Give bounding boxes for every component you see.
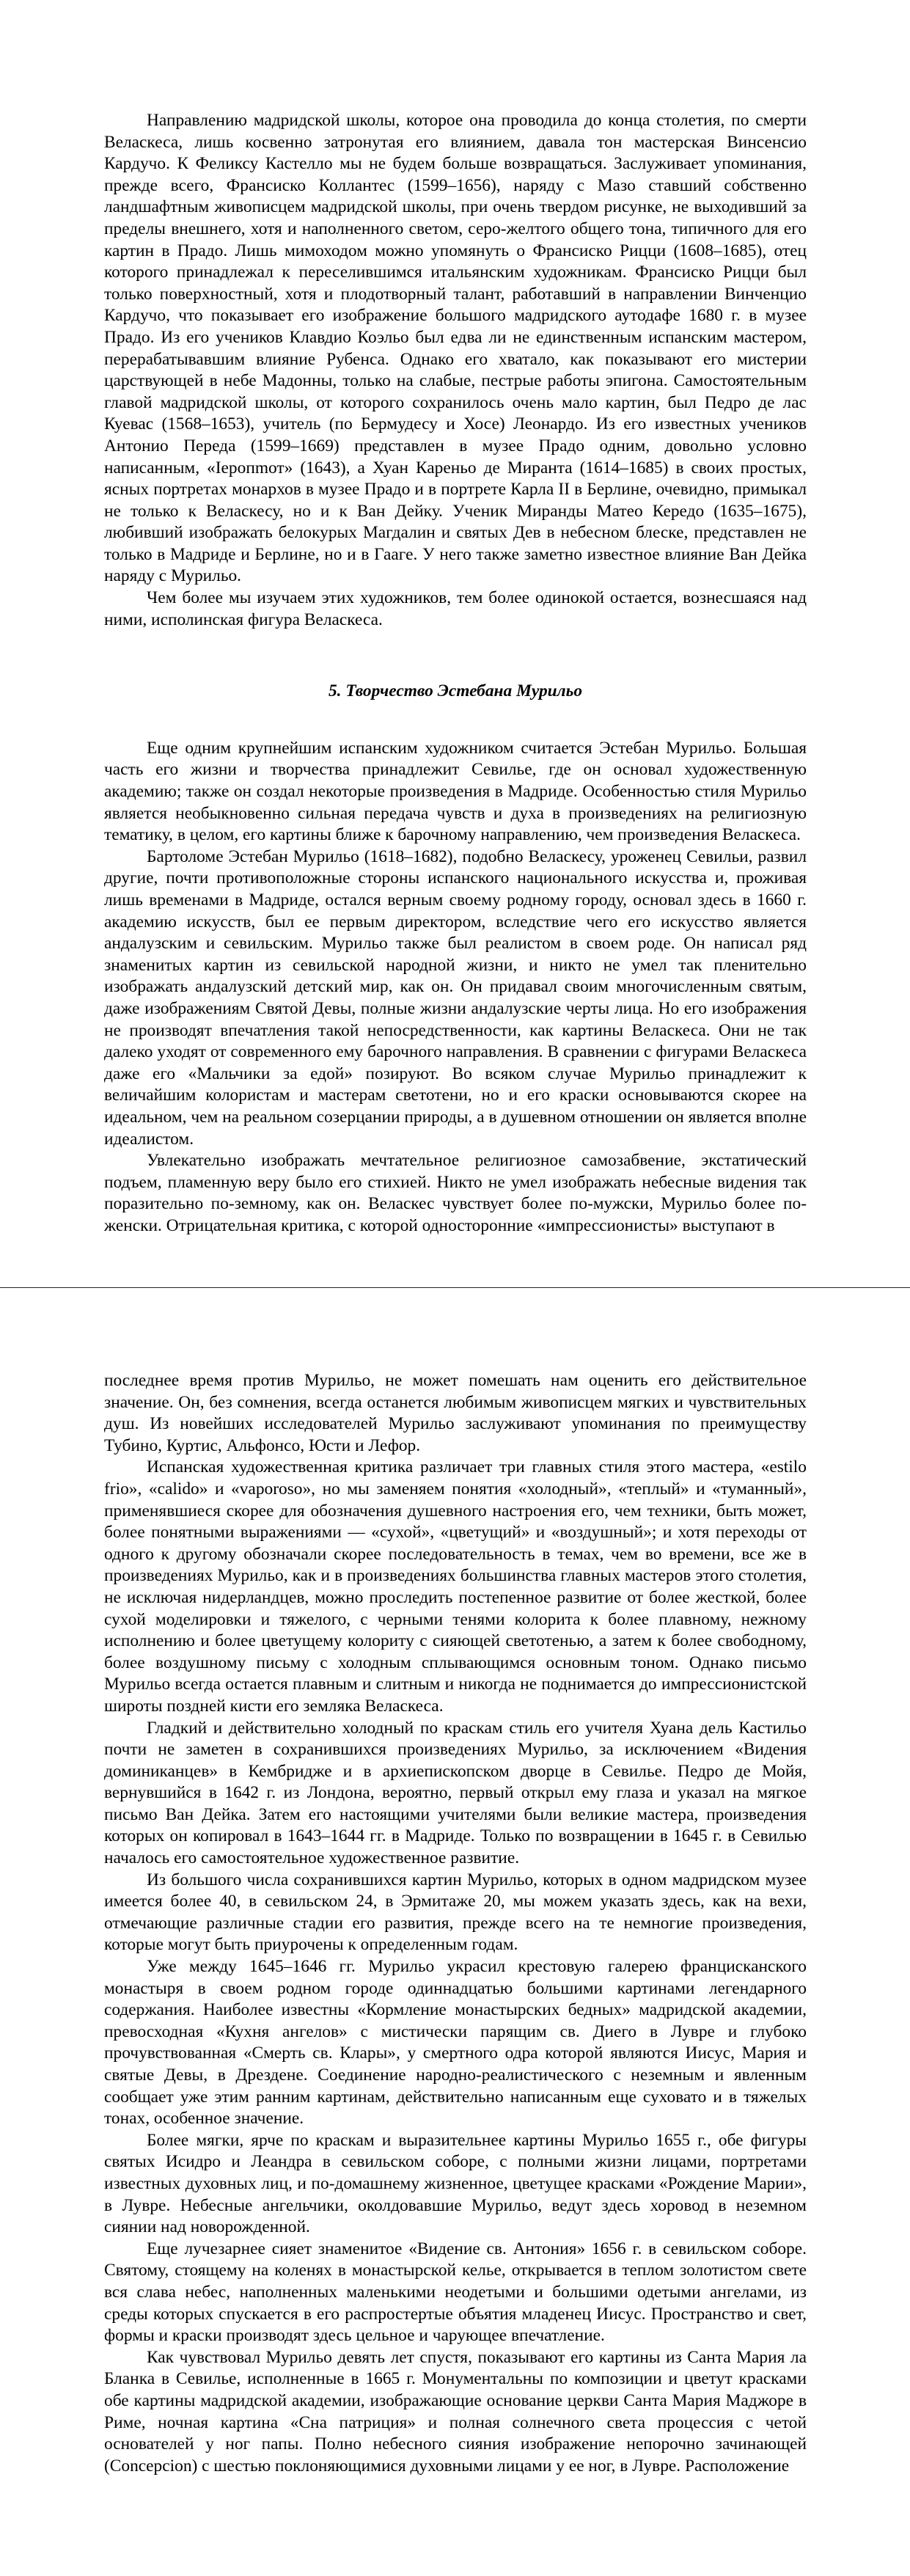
paragraph: Направлению мадридской школы, которое она проводила до конца столетия, по смерти Веласкеса, лишь косвенно затронутая его влиянием, давала тон мастерская Винсенсио Кардучо. К Феликсу Кастелло мы не будем больше возвращаться. Заслуживает упоминания, прежде всего, Франсиско Коллантес (1599–1656), наряду с Мазо ставший собственно ландшафтным живописцем мадридской школы, при очень твердом рисунке, не выходивший за пределы внешнего, хотя и наполненного светом, серо-желтого общего тона, типичного для его картин в Прадо. Лишь мимоходом можно упомянуть о Франсиско Рицци (1608–1685), отец которого принадлежал к переселившимся итальянским художникам. Франсиско Рицци был только поверхностный, хотя и плодотворный талант, работавший в направлении Винченцио Кардучо, что показывает его изображение большого мадридского аутодафе 1680 г. в музее Прадо. Из его учеников Клавдио Коэльо был едва ли не единственным испанским мастером, перерабатывавшим влияние Рубенса. Однако его хватало, как показывают его мистерии царствующей в небе Мадонны, только на слабые, пестрые работы эпигона. Самостоятельным главой мадридской школы, от которого сохранилось очень мало картин, был Педро де лас Куевас (1568–1653), учитель (по Бермудесу и Хосе) Леонардо. Из его известных учеников Антонио Переда (1599–1669) представлен в музее Прадо одним, довольно условно написанным, «Іеропmот» (1643), а Хуан Кареньо де Миранта (1614–1685) в своих простых, ясных портретах монархов в музее Прадо и в портрете Карла II в Берлине, очевидно, примыкал не только к Веласкесу, но и к Ван Дейку. Ученик Миранды Матео Кередо (1635–1675), любивший изображать белокурых Магдалин и святых Дев в небесном блеске, представлен не только в Мадриде и Берлине, но и в Гааге. У него также заметно известное влияние Ван Дейка наряду с Мурильо. — [104, 111, 807, 586]
section-heading: 5. Творчество Эстебана Мурильо — [328, 681, 583, 701]
page-1-text — [104, 110, 807, 1237]
paragraph: Из большого числа сохранившихся картин Мурильо, которых в одном мадридском музее имеется более 40, в севильском 24, в Эрмитаже 20, мы можем указать здесь, как на вехи, отмечающие различные стадии его развития, прежде всего на те немногие произведения, которые могут быть приурочены к определенным годам. — [104, 1870, 807, 1955]
paragraph: Чем более мы изучаем этих художников, тем более одинокой остается, вознесшаяся над ними, исполинская фигура Веласкеса. — [104, 588, 807, 629]
paragraph: последнее время против Мурильо, не может помешать нам оценить его действительное значение. Он, без сомнения, всегда останется любимым живописцем мягких и чувствительных душ. Из новейших исследователей Мурильо заслуживают упоминания по преимуществу Тубино, Куртис, Альфонсо, Юсти и Лефор. — [104, 1371, 807, 1455]
paragraph: Увлекательно изображать мечтательное религиозное самозабвение, экстатический подъем, пламенную веру было его стихией. Никто не умел изображать небесные видения так поразительно по-земному, как он. Веласкес чувствует более по-мужски, Мурильо более по-женски. Отрицательная критика, с которой односторонние «импрессионисты» выступают в — [104, 1151, 807, 1235]
paragraph: Гладкий и действительно холодный по краскам стиль его учителя Хуана дель Кастильо почти не заметен в сохранившихся произведениях Мурильо, за исключением «Видения доминиканцев» в Кембридже и в архиепископском дворце в Севилье. Педро де Мойя, вернувшийся в 1642 г. из Лондона, вероятно, первый открыл ему глаза и указал на мягкое письмо Ван Дейка. Затем его настоящими учителями были великие мастера, произведения которых он копировал в 1643–1644 гг. в Мадриде. Только по возвращении в 1645 г. в Севилью началось его самостоятельное художественное развитие. — [104, 1718, 807, 1868]
paragraph: Уже между 1645–1646 гг. Мурильо украсил крестовую галерею францисканского монастыря в своем родном городе одиннадцатью большими картинами легендарного содержания. Наиболее известны «Кормление монастырских бедных» мадридской академии, превосходная «Кухня ангелов» с мистически парящим св. Диего в Лувре и глубоко прочувствованная «Смерть св. Клары», у смертного одра которой являются Иисус, Мария и святые Девы, в Дрездене. Соединение народно-реалистического с неземным и явленным сообщает уже этим ранним картинам, действительно написанным еще суховато и в тяжелых тонах, особенное значение. — [104, 1957, 807, 2129]
paragraph: Испанская художественная критика различает три главных стиля этого мастера, «estilo frio», «calido» и «vaporoso», но мы заменяем понятия «холодный», «теплый» и «туманный», применявшиеся скорее для обозначения душевного настроения его, чем техники, быть может, более понятными выражениями — «сухой», «цветущий» и «воздушный»; и хотя переходы от одного к другому обозначали скорее последовательность в темах, чем во времени, все же в произведениях Мурильо, как и в произведениях большинства главных мастеров этого столетия, не исключая нидерландцев, можно проследить постепенное развитие от более жесткой, более сухой моделировки и тяжелого, с черными тенями колорита к более плавному, нежному исполнению и более цветущему колориту с сияющей светотенью, а затем к более свободному, более воздушному письму с холодным сплывающимся основным тоном. Однако письмо Мурильо всегда остается плавным и слитным и никогда не поднимается до импрессионистской широты поздней кисти его земляка Веласкеса. — [104, 1457, 807, 1716]
paragraph: Как чувствовал Мурильо девять лет спустя, показывают его картины из Санта Мария ла Бланка в Севилье, исполненные в 1665 г. Монументальны по композиции и цветут красками обе картины мадридской академии, изображающие основание церкви Санта Мария Маджоре в Риме, ночная картина «Сна патриция» и полная солнечного света процессия с четой основателей у ног папы. Полно небесного сияния изображение непорочно зачинающей (Concepcion) с шестью поклоняющимися духовными лицами у ее ног, в Лувре. Расположение — [104, 2347, 807, 2476]
paragraph: Более мягки, ярче по краскам и выразительнее картины Мурильо 1655 г., обе фигуры святых Исидро и Леандра в севильском соборе, с полными жизни лицами, портретами известных духовных лиц, и по-домашнему жизненное, цветущее красками «Рождение Марии», в Лувре. Небесные ангельчики, околдовавшие Мурильо, ведут здесь хоровод в неземном сиянии над новорожденной. — [104, 2130, 807, 2237]
page-2-text — [104, 1370, 807, 2477]
paragraph: Бартоломе Эстебан Мурильо (1618–1682), подобно Веласкесу, уроженец Севильи, развил другие, почти противоположные стороны испанского национального искусства и, проживая лишь временами в Мадриде, остался верным своему родному городу, основал здесь в 1660 г. академию искусств, был ее первым директором, вследствие чего его искусство является андалузским и севильским. Мурильо также был реалистом в своем роде. Он написал ряд знаменитых картин из севильской народной жизни, и никто не умел так пленительно изображать андалузский детский мир, как он. Он придавал своим многочисленным святым, даже изображениям Святой Девы, полные жизни андалузские черты лица. Но его изображения не производят впечатления такой непосредственности, как картины Веласкеса. Они не так далеко уходят от современного ему барочного направления. В сравнении с фигурами Веласкеса даже его «Мальчики за едой» позируют. Во всяком случае Мурильо принадлежит к величайшим колористам и мастерам светотени, но и его краски основываются скорее на идеальном, чем на реальном созерцании природы, а в душевном отношении он является вполне идеалистом. — [104, 846, 807, 1149]
page-2 — [0, 1288, 910, 2576]
paragraph: Еще одним крупнейшим испанским художником считается Эстебан Мурильо. Большая часть его жизни и творчества принадлежит Севилье, где он основал художественную академию; также он создал некоторые произведения в Мадриде. Особенностью стиля Мурильо является необыкновенно сильная передача чувств и духа в произведениях на религиозную тематику, в целом, его картины ближе к барочному направлению, чем произведения Веласкеса. — [104, 738, 807, 845]
paragraph: Еще лучезарнее сияет знаменитое «Видение св. Антония» 1656 г. в севильском соборе. Святому, стоящему на коленях в монастырской келье, открывается в теплом золотистом свете вся слава небес, наполненных маленькими неодетыми и большими одетыми ангелами, из среды которых спускается в его распростертые объятия младенец Иисус. Пространство и свет, формы и краски производят здесь цельное и чарующее впечатление. — [104, 2239, 807, 2346]
